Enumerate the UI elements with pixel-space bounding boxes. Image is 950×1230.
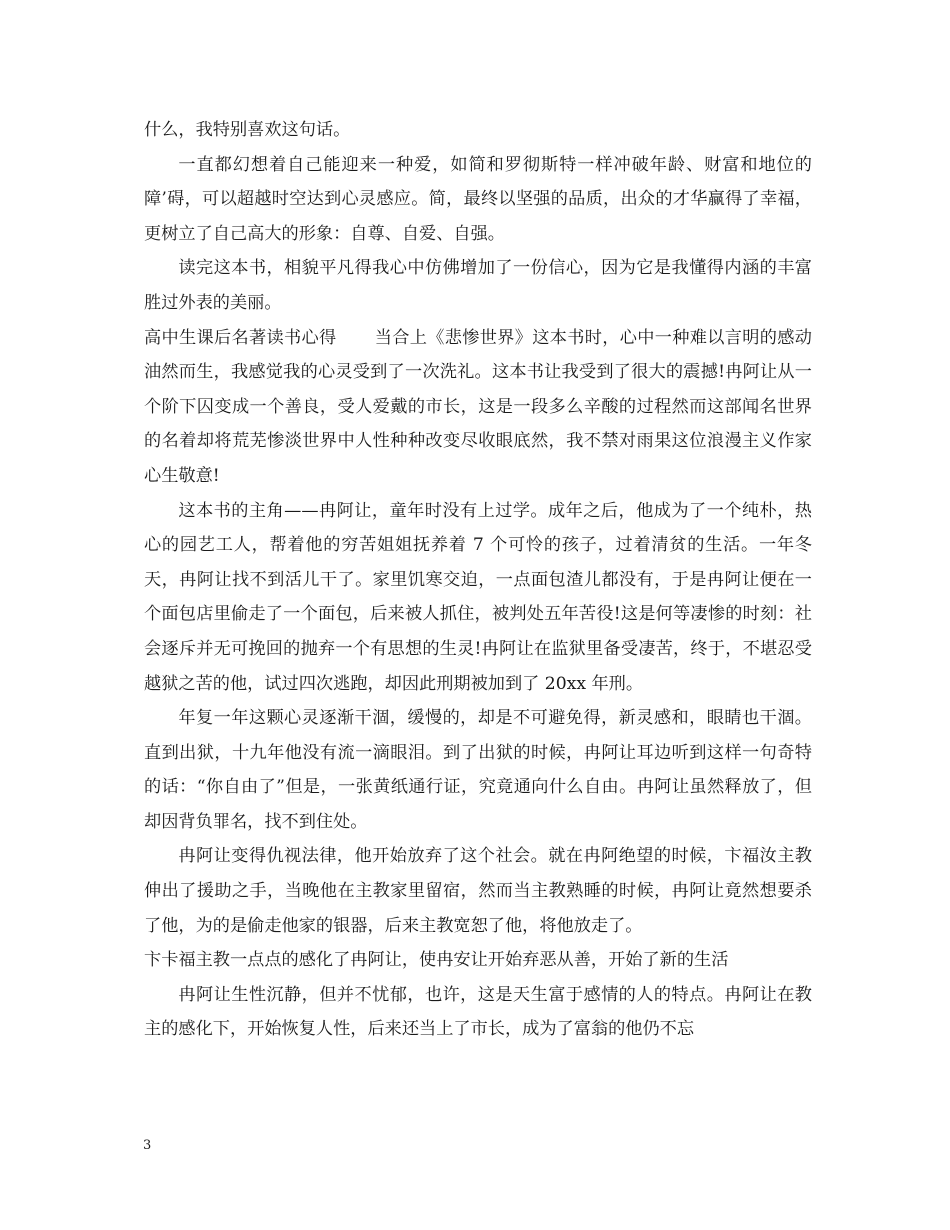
paragraph-6: 年复一年这颗心灵逐渐干涸，缓慢的，却是不可避免得，新灵感和，眼睛也干涸。直到出狱，十九年他没有流一滴眼泪。到了出狱的时候，冉阿让耳边听到这样一句奇特的话：“你自由了”但是，一张黄纸通行证，究竟通向什么自由。冉阿让虽然释放了，但却因背负罪名，找不到住处。 [144,708,812,832]
page-number: 3 [143,1138,152,1153]
paragraph-9: 冉阿让生性沉静，但并不忧郁，也许，这是天生富于感情的人的特点。冉阿让在教主的感化下，开始恢复人性，后来还当上了市长，成为了富翁的他仍不忘 [144,984,812,1040]
document-body [144,113,812,1047]
paragraph-3: 读完这本书，相貌平凡得我心中仿佛增加了一份信心，因为它是我懂得内涵的丰富胜过外表的美丽。 [144,258,812,313]
paragraph-1: 什么，我特别喜欢这句话。 [144,120,351,140]
section-lead-text: 当合上《悲惨世界》这本书时，心中一种难以言明的感动油然而生，我感觉我的心灵受到了一次洗礼。这本书让我受到了很大的震撼!冉阿让从一个阶下囚变成一个善良，受人爱戴的市长，这是一段多么辛酸的过程然而这部闻名世界的名着却将荒芜惨淡世界中人性种种改变尽收眼底然，我不禁对雨果这位浪漫主义作家心生敬意! [144,327,812,486]
section-paragraph [144,321,812,494]
section-heading: 高中生课后名著读书心得 [144,327,337,348]
paragraph-2: 一直都幻想着自己能迎来一种爱，如简和罗彻斯特一样冲破年龄、财富和地位的障’碍，可以超越时空达到心灵感应。简，最终以坚强的品质，出众的才华赢得了幸福，更树立了自己高大的形象：自尊、自爱、自强。 [144,154,812,244]
paragraph-8: 卞卡福主教一点点的感化了冉阿让，使冉安让开始弃恶从善，开始了新的生活 [144,950,729,971]
paragraph-5: 这本书的主角——冉阿让，童年时没有上过学。成年之后，他成为了一个纯朴，热心的园艺工人，帮着他的穷苦姐姐抚养着 7 个可怜的孩子，过着清贫的生活。一年冬天，冉阿让找不到活儿干了。家里饥寒交迫，一点面包渣儿都没有，于是冉阿让便在一个面包店里偷走了一个面包，后来被人抓住，被判处五年苦役!这是何等凄惨的时刻：社会逐斥并无可挽回的抛弃一个有思想的生灵!冉阿让在监狱里备受凄苦，终于，不堪忍受越狱之苦的他，试过四次逃跑，却因此刑期被加到了 20xx 年刑。 [144,500,812,694]
paragraph-7: 冉阿让变得仇视法律，他开始放弃了这个社会。就在冉阿绝望的时候，卞福汝主教伸出了援助之手，当晚他在主教家里留宿，然而当主教熟睡的时候，冉阿让竟然想要杀了他，为的是偷走他家的银器，后来主教宽恕了他，将他放走了。 [144,846,812,936]
